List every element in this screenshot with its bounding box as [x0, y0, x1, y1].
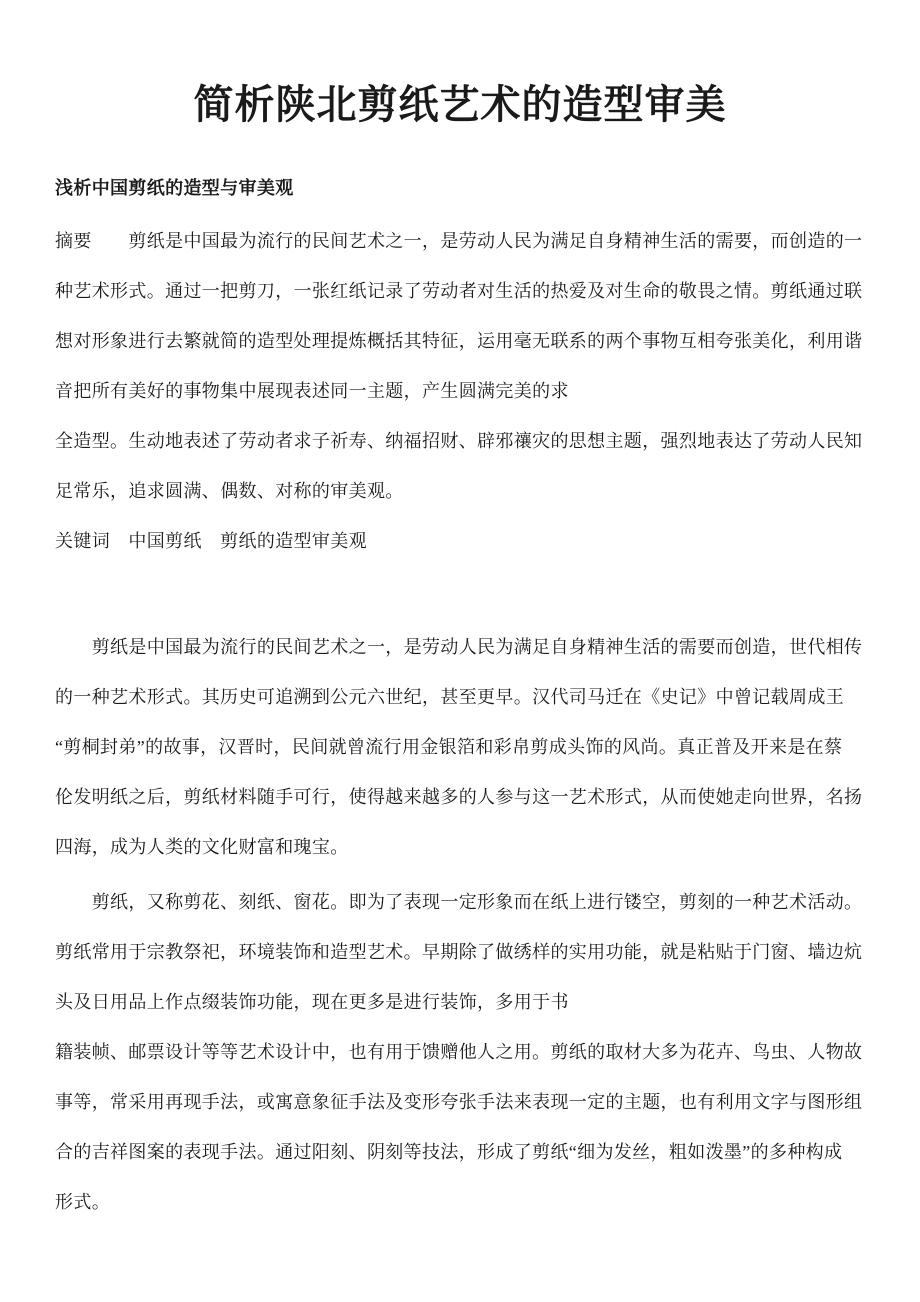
document-title: 简析陕北剪纸艺术的造型审美 — [193, 82, 727, 127]
paragraph-line: 形式。 — [55, 1192, 111, 1212]
paragraph-line: 头及日用品上作点缀装饰功能，现在更多是进行装饰，多用于书 — [55, 992, 569, 1012]
section-heading: 浅析中国剪纸的造型与审美观 — [55, 178, 294, 198]
abstract-line: 摘要 剪纸是中国最为流行的民间艺术之一，是劳动人民为满足自身精神生活的需要，而创造的一 — [55, 231, 863, 251]
abstract-line: 足常乐，追求圆满、偶数、对称的审美观。 — [55, 481, 404, 501]
abstract-line: 种艺术形式。通过一把剪刀，一张红纸记录了劳动者对生活的热爱及对生命的敬畏之情。剪纸通过联 — [55, 281, 863, 301]
paragraph-2 — [55, 877, 867, 1227]
paragraph-line: “剪桐封弟”的故事，汉晋时，民间就曾流行用金银箔和彩帛剪成头饰的风尚。真正普及开来是在蔡 — [55, 737, 843, 757]
paragraph-line: 合的吉祥图案的表现手法。通过阳刻、阴刻等技法，形成了剪纸“细为发丝，粗如泼墨”的多种构成 — [55, 1142, 843, 1162]
paragraph-line: 的一种艺术形式。其历史可追溯到公元六世纪，甚至更早。汉代司马迁在《史记》中曾记载周成王 — [55, 687, 845, 707]
paragraph-line: 事等，常采用再现手法，或寓意象征手法及变形夸张手法来表现一定的主题，也有利用文字与图形组 — [55, 1092, 863, 1112]
paragraph-line: 剪纸常用于宗教祭祀，环境装饰和造型艺术。早期除了做绣样的实用功能，就是粘贴于门窗、墙边炕 — [55, 942, 863, 962]
abstract-line: 想对形象进行去繁就简的造型处理提炼概括其特征，运用毫无联系的两个事物互相夸张美化，利用谐 — [55, 331, 863, 351]
abstract-block — [55, 216, 867, 566]
abstract-line: 全造型。生动地表述了劳动者求子祈寿、纳福招财、辟邪禳灾的思想主题，强烈地表达了劳动人民知 — [55, 431, 863, 451]
paragraph-line: 剪纸是中国最为流行的民间艺术之一，是劳动人民为满足自身精神生活的需要而创造，世代相传 — [55, 637, 863, 657]
paragraph-line: 伦发明纸之后，剪纸材料随手可行，使得越来越多的人参与这一艺术形式，从而使她走向世界，名扬 — [55, 787, 863, 807]
paragraph-line: 籍装帧、邮票设计等等艺术设计中，也有用于馈赠他人之用。剪纸的取材大多为花卉、鸟虫、人物故 — [55, 1042, 863, 1062]
paragraph-line: 四海，成为人类的文化财富和瑰宝。 — [55, 837, 349, 857]
paragraph-1 — [55, 622, 867, 872]
keywords-line: 关键词 中国剪纸 剪纸的造型审美观 — [55, 531, 367, 551]
paragraph-line: 剪纸，又称剪花、刻纸、窗花。即为了表现一定形象而在纸上进行镂空，剪刻的一种艺术活动。 — [55, 892, 863, 912]
abstract-line: 音把所有美好的事物集中展现表述同一主题，产生圆满完美的求 — [55, 381, 569, 401]
